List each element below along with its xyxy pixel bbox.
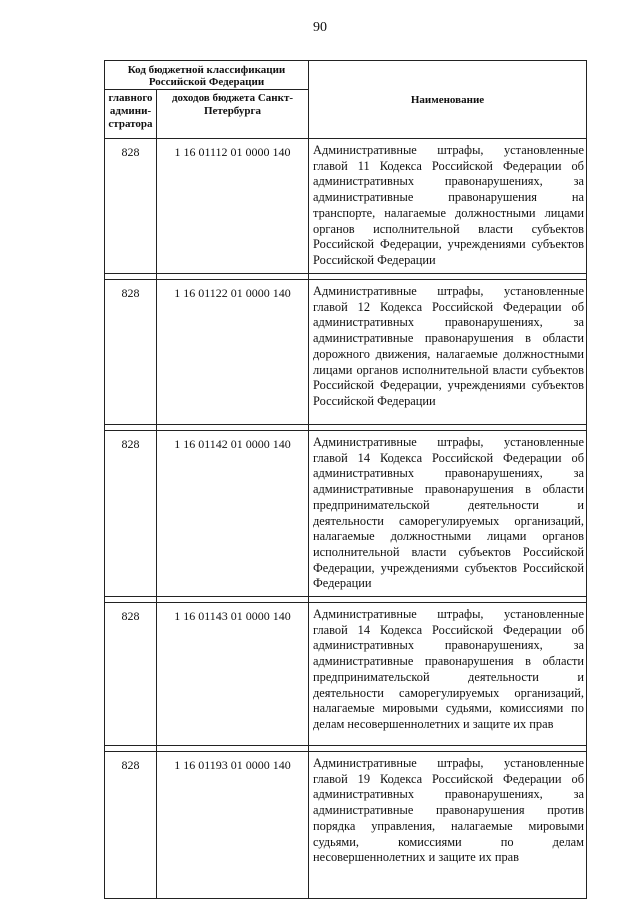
table-row xyxy=(105,431,587,597)
name-cell: Административные штрафы, установленные главой 19 Кодекса Российской Федерации об административных правонарушениях, за административные правонарушения против порядка управления, налагаемые мировыми судьями, комиссиями по делам несовершеннолетних и защите их прав xyxy=(309,752,587,899)
name-cell: Административные штрафы, установленные главой 11 Кодекса Российской Федерации об административных правонарушениях, за административные правонарушения на транспорте, налагаемые должностными лицами органов исполнительной власти субъектов Российской Федерации, учреждениями субъектов Российской Федерации xyxy=(309,139,587,274)
budget-code-cell: 1 16 01112 01 0000 140 xyxy=(157,139,309,274)
table-row xyxy=(105,139,587,274)
header-name: Наименование xyxy=(309,61,587,139)
page-number: 90 xyxy=(313,20,327,35)
header-budget-code-group: Код бюджетной классификации Российской Федерации xyxy=(105,61,309,90)
table-row xyxy=(105,280,587,425)
name-cell: Административные штрафы, установленные главой 14 Кодекса Российской Федерации об административных правонарушениях, за административные правонарушения в области предпринимательской деятельности и деятельности саморегулируемых организаций, налагаемые мировыми судьями, комиссиями по делам несовершеннолетних и защите их прав xyxy=(309,603,587,746)
budget-code-cell: 1 16 01122 01 0000 140 xyxy=(157,280,309,425)
admin-code-cell: 828 xyxy=(105,280,157,425)
table-row xyxy=(105,752,587,899)
header-income: доходов бюджета Санкт-Петербурга xyxy=(157,90,309,139)
name-cell: Административные штрафы, установленные главой 14 Кодекса Российской Федерации об административных правонарушениях, за административные правонарушения в области предпринимательской деятельности и деятельности саморегулируемых организаций, налагаемые должностными лицами органов исполнительной власти субъектов Российской Федерации, учреждениями субъектов Российской Федерации xyxy=(309,431,587,597)
table-row xyxy=(105,603,587,746)
admin-code-cell: 828 xyxy=(105,752,157,899)
admin-code-cell: 828 xyxy=(105,139,157,274)
header-admin: главного админи-стратора xyxy=(105,90,157,139)
budget-classification-table xyxy=(104,60,587,899)
budget-code-cell: 1 16 01143 01 0000 140 xyxy=(157,603,309,746)
budget-code-cell: 1 16 01142 01 0000 140 xyxy=(157,431,309,597)
name-cell: Административные штрафы, установленные главой 12 Кодекса Российской Федерации об административных правонарушениях, за административные правонарушения в области дорожного движения, налагаемые должностными лицами органов исполнительной власти субъектов Российской Федерации, учреждениями субъектов Российской Федерации xyxy=(309,280,587,425)
budget-code-cell: 1 16 01193 01 0000 140 xyxy=(157,752,309,899)
admin-code-cell: 828 xyxy=(105,603,157,746)
admin-code-cell: 828 xyxy=(105,431,157,597)
